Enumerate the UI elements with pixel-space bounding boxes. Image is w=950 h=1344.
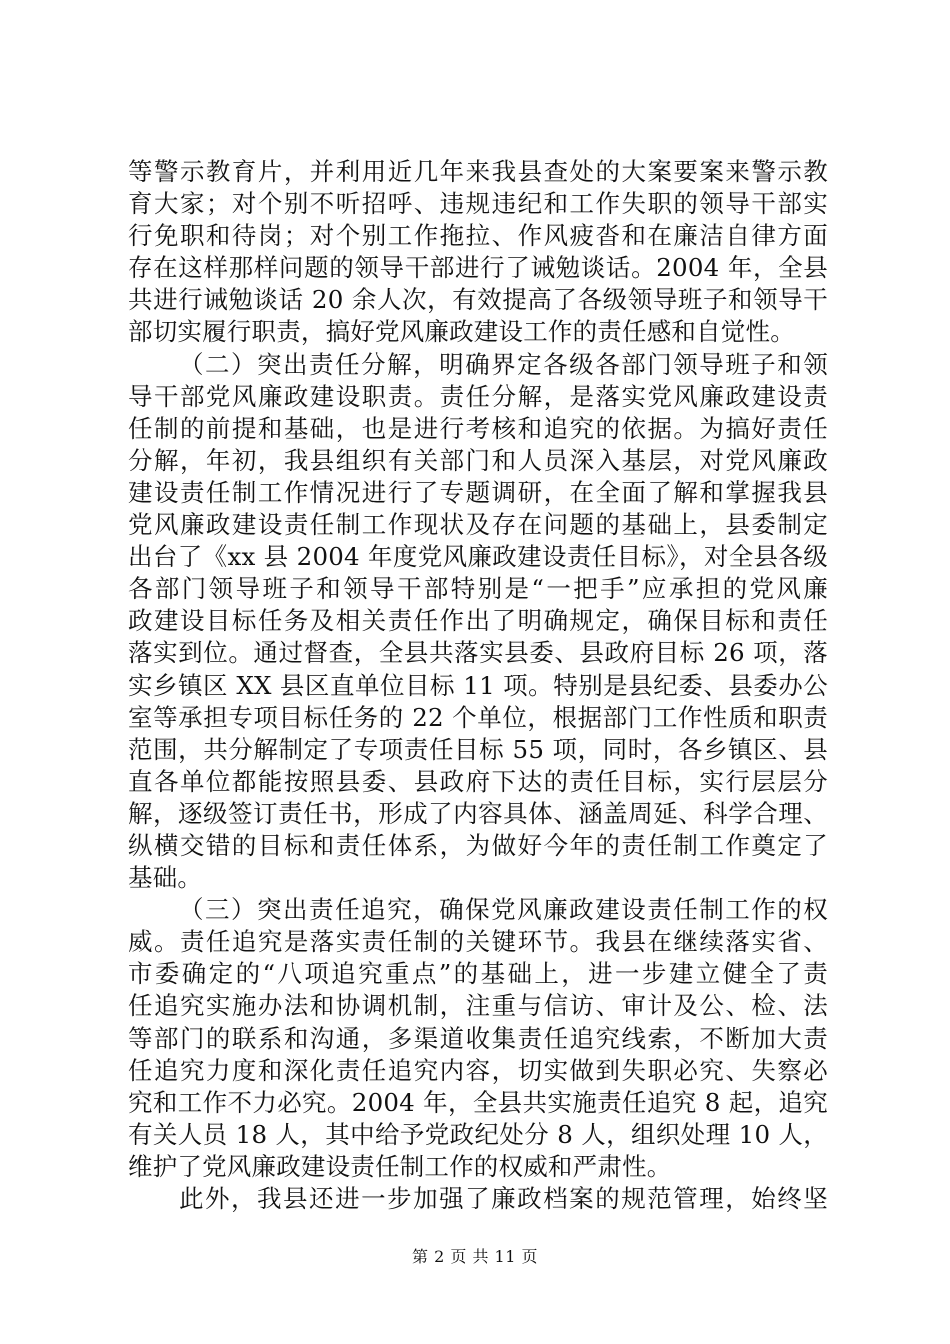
text-line: 出台了《xx 县 2004 年度党风廉政建设责任目标》，对全县各级 bbox=[128, 542, 828, 572]
text-line: 此外，我县还进一步加强了廉政档案的规范管理，始终坚 bbox=[179, 1184, 828, 1213]
text-line: 市委确定的“八项追究重点”的基础上，进一步建立健全了责 bbox=[128, 959, 828, 989]
text-line: 等部门的联系和沟通，多渠道收集责任追究线索，不断加大责 bbox=[128, 1023, 828, 1053]
text-line: 解，逐级签订责任书，形成了内容具体、涵盖周延、科学合理、 bbox=[128, 798, 828, 828]
text-line: 直各单位都能按照县委、县政府下达的责任目标，实行层层分 bbox=[128, 766, 828, 796]
text-line: 威。责任追究是落实责任制的关键环节。我县在继续落实省、 bbox=[128, 927, 828, 957]
text-line: （三）突出责任追究，确保党风廉政建设责任制工作的权 bbox=[179, 895, 828, 925]
text-line: 任制的前提和基础，也是进行考核和追究的依据。为搞好责任 bbox=[128, 413, 828, 443]
text-line: 纵横交错的目标和责任体系，为做好今年的责任制工作奠定了 bbox=[128, 830, 828, 860]
text-line: 部切实履行职责，搞好党风廉政建设工作的责任感和自觉性。 bbox=[128, 317, 795, 347]
text-line: 有关人员 18 人，其中给予党政纪处分 8 人，组织处理 10 人， bbox=[128, 1119, 828, 1149]
text-line: 室等承担专项目标任务的 22 个单位，根据部门工作性质和职责 bbox=[128, 702, 828, 732]
text-line: 实乡镇区 XX 县区直单位目标 11 项。特别是县纪委、县委办公 bbox=[128, 670, 828, 700]
text-line: 落实到位。通过督查，全县共落实县委、县政府目标 26 项，落 bbox=[128, 638, 828, 668]
text-line: 党风廉政建设责任制工作现状及存在问题的基础上，县委制定 bbox=[128, 510, 828, 540]
text-line: 任追究实施办法和协调机制，注重与信访、审计及公、检、法 bbox=[128, 991, 828, 1021]
text-line: 存在这样那样问题的领导干部进行了诫勉谈话。2004 年，全县 bbox=[128, 253, 828, 283]
text-line: 究和工作不力必究。2004 年，全县共实施责任追究 8 起，追究 bbox=[128, 1087, 828, 1117]
text-line: 导干部党风廉政建设职责。责任分解，是落实党风廉政建设责 bbox=[128, 381, 828, 411]
text-line: 建设责任制工作情况进行了专题调研，在全面了解和掌握我县 bbox=[128, 477, 828, 507]
text-line: 范围，共分解制定了专项责任目标 55 项，同时，各乡镇区、县 bbox=[128, 734, 828, 764]
text-line: 育大家；对个别不听招呼、违规违纪和工作失职的领导干部实 bbox=[128, 189, 828, 219]
text-line: 基础。 bbox=[128, 863, 203, 893]
text-line: 分解，年初，我县组织有关部门和人员深入基层，对党风廉政 bbox=[128, 445, 828, 475]
text-line: 维护了党风廉政建设责任制工作的权威和严肃性。 bbox=[128, 1151, 672, 1181]
text-line: 行免职和待岗；对个别工作拖拉、作风疲沓和在廉洁自律方面 bbox=[128, 221, 828, 251]
page-footer: 第 2 页 共 11 页 bbox=[412, 1247, 538, 1266]
text-line: 各部门领导班子和领导干部特别是“一把手”应承担的党风廉 bbox=[128, 574, 828, 604]
text-line: 政建设目标任务及相关责任作出了明确规定，确保目标和责任 bbox=[128, 606, 828, 636]
text-line: 任追究力度和深化责任追究内容，切实做到失职必究、失察必 bbox=[128, 1055, 828, 1085]
text-line: （二）突出责任分解，明确界定各级各部门领导班子和领 bbox=[179, 349, 828, 379]
text-line: 等警示教育片，并利用近几年来我县查处的大案要案来警示教 bbox=[128, 157, 828, 186]
document-body bbox=[128, 156, 828, 1215]
text-line: 共进行诫勉谈话 20 余人次，有效提高了各级领导班子和领导干 bbox=[128, 285, 828, 315]
